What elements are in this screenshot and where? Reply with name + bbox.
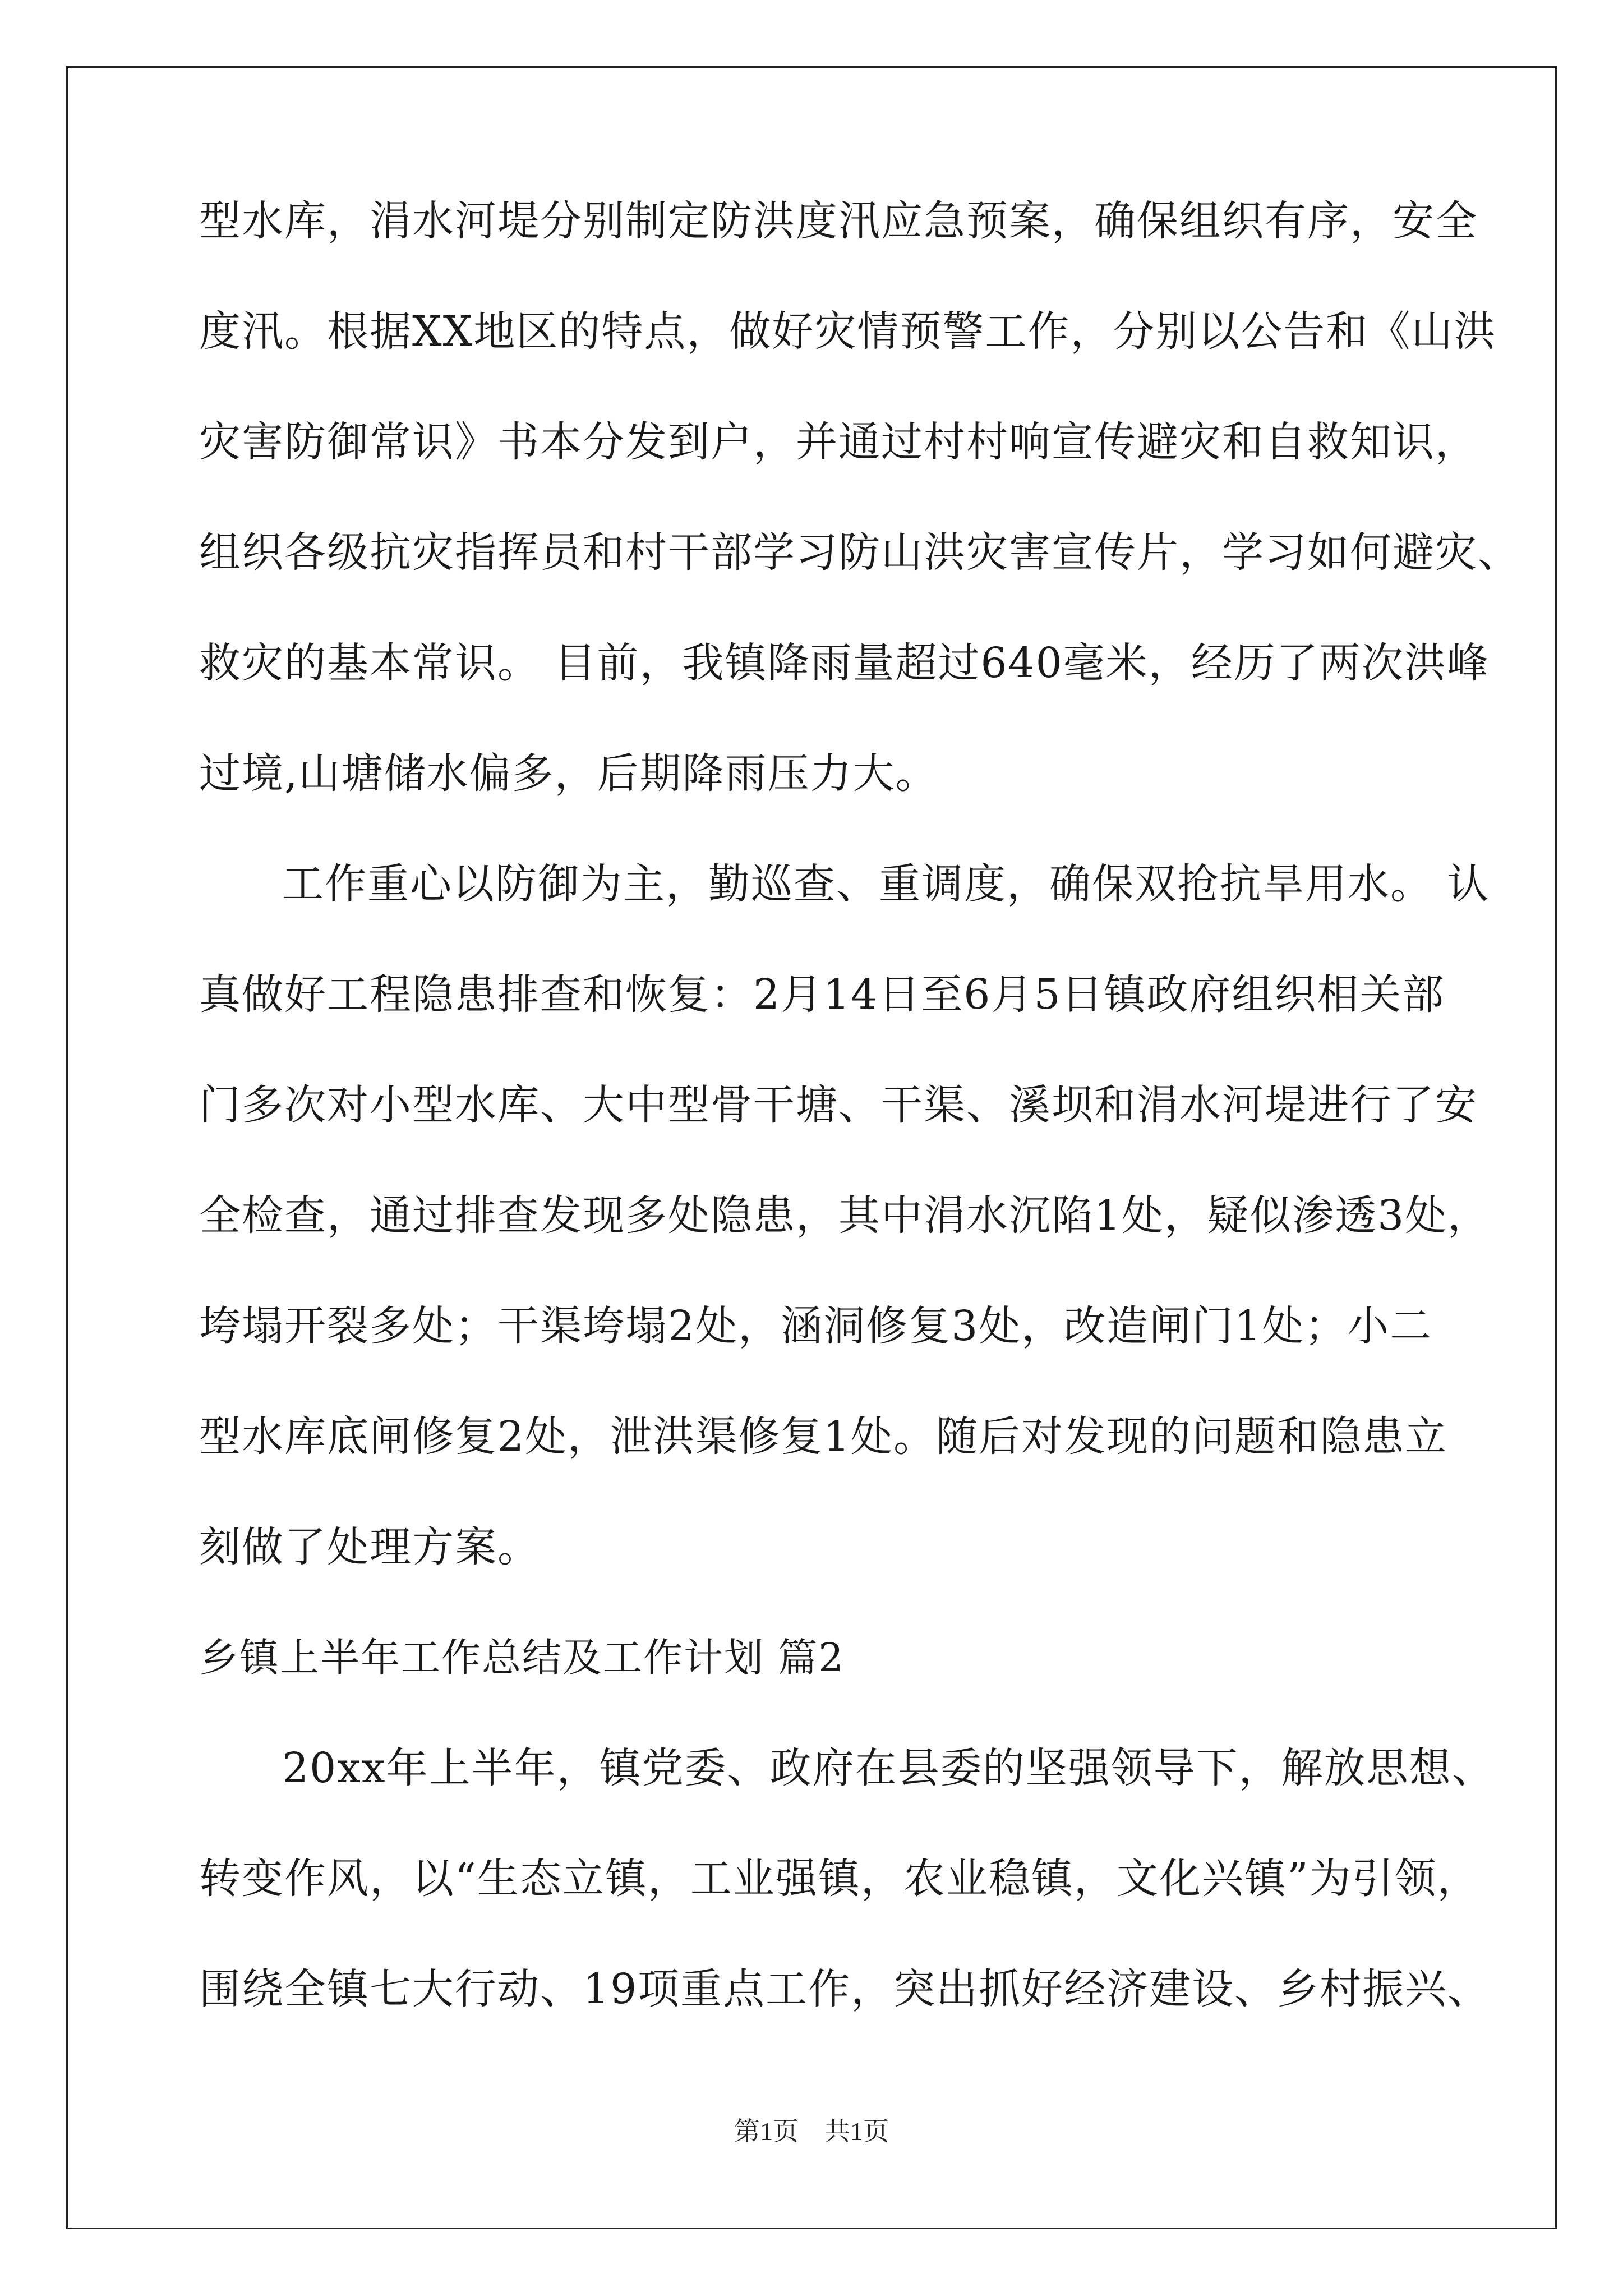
text-line: 围绕全镇七大行动、19项重点工作，突出抓好经济建设、乡村振兴、 <box>199 1965 1491 2013</box>
text-line: 门多次对小型水库、大中型骨干塘、干渠、溪坝和涓水河堤进行了安 <box>199 1081 1478 1129</box>
text-line: 型水库底闸修复2处，泄洪渠修复1处。随后对发现的问题和隐患立 <box>199 1412 1448 1461</box>
text-line: 灾害防御常识》书本分发到户，并通过村村响宣传避灾和自救知识， <box>199 418 1478 466</box>
text-line: 转变作风，以“生态立镇，工业强镇，农业稳镇，文化兴镇”为引领， <box>199 1855 1480 1903</box>
text-line: 垮塌开裂多处；干渠垮塌2处，涵洞修复3处，改造闸门1处；小二 <box>199 1302 1433 1350</box>
paragraph-first-line: 20xx年上半年，镇党委、政府在县委的坚强领导下，解放思想、 <box>282 1744 1495 1792</box>
text-line: 真做好工程隐患排查和恢复：2月14日至6月5日镇政府组织相关部 <box>199 970 1445 1019</box>
text-line: 度汛。根据XX地区的特点，做好灾情预警工作，分别以公告和《山洪 <box>199 307 1497 356</box>
text-line: 过境,山塘储水偏多，后期降雨压力大。 <box>199 749 938 798</box>
text-line: 救灾的基本常识。 目前，我镇降雨量超过640毫米，经历了两次洪峰 <box>199 639 1490 687</box>
page-footer: 第1页 共1页 <box>734 2117 889 2146</box>
text-line: 全检查，通过排查发现多处隐患，其中涓水沉陷1处，疑似渗透3处， <box>199 1191 1491 1240</box>
text-line: 组织各级抗灾指挥员和村干部学习防山洪灾害宣传片，学习如何避灾、 <box>199 528 1520 577</box>
section-heading: 乡镇上半年工作总结及工作计划 篇2 <box>199 1635 845 1681</box>
text-line: 型水库，涓水河堤分别制定防洪度汛应急预案，确保组织有序，安全 <box>199 197 1478 245</box>
paragraph-first-line: 工作重心以防御为主，勤巡查、重调度，确保双抢抗旱用水。 认 <box>282 860 1490 908</box>
document-body <box>199 194 1520 2072</box>
text-line: 刻做了处理方案。 <box>199 1523 540 1571</box>
